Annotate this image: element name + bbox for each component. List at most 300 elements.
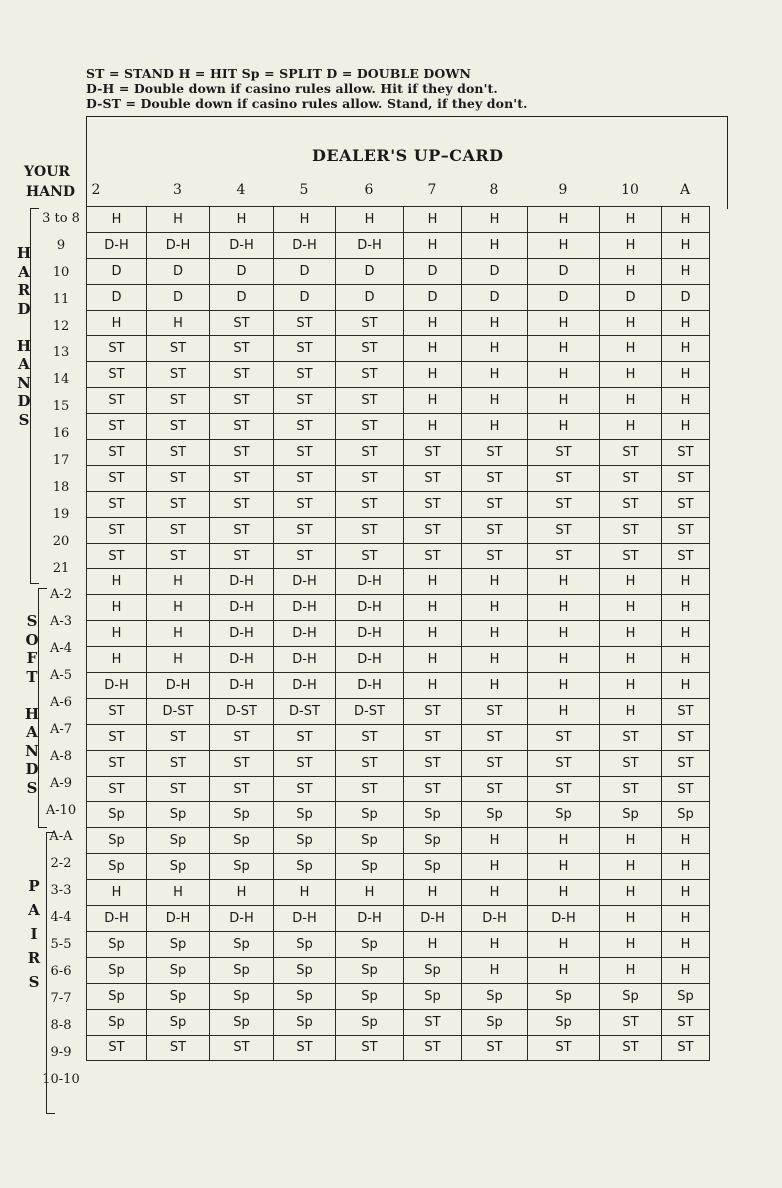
hard-hand-label: 15: [52, 399, 70, 415]
action-cell: Sp: [87, 828, 147, 854]
pairs-bracket: [46, 832, 55, 1114]
action-cell: ST: [462, 724, 528, 750]
action-cell: H: [600, 621, 662, 647]
hard-row: [87, 336, 710, 362]
action-cell: ST: [210, 491, 274, 517]
pair-hand-label: A-A: [49, 829, 73, 845]
action-cell: H: [662, 362, 710, 388]
section-letter: [24, 686, 40, 705]
action-cell: H: [662, 621, 710, 647]
action-cell: Sp: [600, 802, 662, 828]
action-cell: H: [147, 207, 210, 233]
action-cell: D-H: [336, 647, 404, 673]
action-cell: H: [662, 880, 710, 906]
action-cell: ST: [274, 465, 336, 491]
action-cell: ST: [404, 465, 462, 491]
action-cell: D-H: [274, 906, 336, 932]
pair-hand-label: 7-7: [50, 990, 72, 1006]
hard-hand-label: 21: [52, 560, 70, 576]
action-cell: Sp: [210, 931, 274, 957]
pair-row: [87, 957, 710, 983]
action-cell: D: [87, 258, 147, 284]
action-cell: H: [600, 647, 662, 673]
action-cell: H: [600, 388, 662, 414]
action-cell: H: [147, 621, 210, 647]
action-cell: H: [462, 828, 528, 854]
pair-row: [87, 802, 710, 828]
action-cell: H: [662, 647, 710, 673]
action-cell: ST: [662, 543, 710, 569]
action-cell: ST: [600, 465, 662, 491]
hard-row: [87, 491, 710, 517]
action-cell: H: [462, 621, 528, 647]
section-letter: S: [26, 612, 38, 630]
action-cell: H: [528, 698, 600, 724]
action-cell: D: [600, 284, 662, 310]
action-cell: H: [528, 388, 600, 414]
action-cell: H: [600, 232, 662, 258]
dealer-card-header: A: [679, 182, 691, 198]
section-letter: D: [17, 392, 31, 410]
section-letter: R: [17, 281, 31, 299]
action-cell: D-H: [462, 906, 528, 932]
action-cell: H: [600, 310, 662, 336]
action-cell: H: [87, 207, 147, 233]
action-cell: ST: [87, 750, 147, 776]
action-cell: H: [462, 336, 528, 362]
dealer-card-header: 4: [236, 182, 246, 198]
action-cell: ST: [87, 440, 147, 466]
action-cell: D-H: [87, 673, 147, 699]
action-cell: H: [600, 906, 662, 932]
action-cell: ST: [210, 517, 274, 543]
action-cell: ST: [87, 388, 147, 414]
action-cell: H: [404, 414, 462, 440]
action-cell: Sp: [528, 983, 600, 1009]
action-cell: D: [336, 258, 404, 284]
section-letter: I: [30, 925, 38, 943]
action-cell: H: [404, 207, 462, 233]
action-cell: ST: [274, 491, 336, 517]
strategy-table: [86, 206, 710, 1061]
pair-hand-label: 6-6: [50, 963, 72, 979]
action-cell: ST: [462, 776, 528, 802]
action-cell: ST: [528, 1035, 600, 1061]
action-cell: H: [662, 336, 710, 362]
action-cell: ST: [336, 543, 404, 569]
action-cell: Sp: [404, 957, 462, 983]
action-cell: D-H: [274, 569, 336, 595]
hard-row: [87, 414, 710, 440]
action-cell: H: [147, 647, 210, 673]
action-cell: Sp: [147, 802, 210, 828]
action-cell: H: [462, 957, 528, 983]
action-cell: ST: [210, 1035, 274, 1061]
action-cell: ST: [147, 776, 210, 802]
action-cell: ST: [600, 440, 662, 466]
action-cell: Sp: [87, 983, 147, 1009]
action-cell: D-H: [147, 673, 210, 699]
dealer-card-header: 5: [299, 182, 309, 198]
action-cell: ST: [662, 1035, 710, 1061]
action-cell: H: [528, 362, 600, 388]
action-cell: H: [528, 957, 600, 983]
pair-hand-label: 3-3: [50, 883, 72, 899]
action-cell: ST: [210, 776, 274, 802]
action-cell: ST: [404, 517, 462, 543]
action-cell: ST: [210, 543, 274, 569]
action-cell: ST: [662, 491, 710, 517]
action-cell: Sp: [336, 854, 404, 880]
action-cell: H: [662, 414, 710, 440]
action-cell: H: [404, 388, 462, 414]
action-cell: ST: [210, 414, 274, 440]
action-cell: H: [528, 647, 600, 673]
action-cell: D-H: [210, 647, 274, 673]
action-cell: H: [662, 673, 710, 699]
action-cell: ST: [662, 724, 710, 750]
hard-hand-label: 17: [52, 453, 70, 469]
action-cell: ST: [462, 465, 528, 491]
action-cell: D-H: [210, 673, 274, 699]
legend-line-3: D-ST = Double down if casino rules allow. Stand, if they don't.: [86, 96, 528, 111]
action-cell: H: [528, 854, 600, 880]
soft-row: [87, 569, 710, 595]
action-cell: ST: [274, 750, 336, 776]
action-cell: ST: [404, 491, 462, 517]
action-cell: ST: [210, 465, 274, 491]
action-cell: Sp: [274, 1009, 336, 1035]
action-cell: Sp: [274, 983, 336, 1009]
action-cell: Sp: [462, 802, 528, 828]
action-cell: ST: [87, 362, 147, 388]
section-letter: F: [26, 649, 38, 667]
action-cell: Sp: [87, 957, 147, 983]
action-cell: H: [404, 880, 462, 906]
action-cell: H: [462, 232, 528, 258]
action-cell: ST: [528, 776, 600, 802]
action-cell: Sp: [274, 828, 336, 854]
action-cell: Sp: [274, 854, 336, 880]
action-cell: ST: [528, 724, 600, 750]
action-cell: H: [462, 414, 528, 440]
action-cell: H: [528, 232, 600, 258]
action-cell: H: [274, 880, 336, 906]
action-cell: Sp: [336, 828, 404, 854]
action-cell: ST: [336, 414, 404, 440]
section-letter: A: [18, 355, 30, 373]
action-cell: ST: [600, 1009, 662, 1035]
soft-row: [87, 647, 710, 673]
legend-line-2: D-H = Double down if casino rules allow. Hit if they don't.: [86, 81, 498, 96]
action-cell: ST: [336, 724, 404, 750]
action-cell: ST: [274, 776, 336, 802]
soft-hand-label: A-8: [49, 748, 73, 764]
pair-row: [87, 1035, 710, 1061]
action-cell: Sp: [147, 957, 210, 983]
action-cell: ST: [404, 750, 462, 776]
soft-hand-label: A-9: [49, 775, 73, 791]
action-cell: H: [462, 854, 528, 880]
action-cell: ST: [147, 750, 210, 776]
pair-row: [87, 854, 710, 880]
action-cell: H: [87, 595, 147, 621]
action-cell: Sp: [662, 983, 710, 1009]
action-cell: Sp: [210, 828, 274, 854]
section-letter: N: [25, 741, 39, 760]
action-cell: ST: [274, 1035, 336, 1061]
action-cell: H: [528, 569, 600, 595]
action-cell: D: [404, 284, 462, 310]
section-letter: P: [28, 877, 40, 895]
pair-hand-label: 2-2: [50, 856, 72, 872]
action-cell: ST: [336, 362, 404, 388]
action-cell: ST: [147, 724, 210, 750]
action-cell: ST: [600, 776, 662, 802]
action-cell: H: [662, 957, 710, 983]
action-cell: ST: [336, 750, 404, 776]
hard-hand-label: 10: [52, 264, 70, 280]
action-cell: ST: [600, 543, 662, 569]
action-cell: H: [404, 336, 462, 362]
section-letter: H: [24, 704, 40, 723]
hard-row: [87, 543, 710, 569]
pair-hand-label: 8-8: [50, 1017, 72, 1033]
action-cell: H: [147, 569, 210, 595]
action-cell: H: [462, 310, 528, 336]
soft-hand-label: A-10: [45, 802, 77, 818]
section-letter: N: [17, 373, 31, 392]
action-cell: ST: [87, 336, 147, 362]
hard-row: [87, 232, 710, 258]
hard-hand-label: 16: [52, 426, 70, 442]
action-cell: ST: [528, 543, 600, 569]
action-cell: D-H: [274, 232, 336, 258]
action-cell: H: [662, 388, 710, 414]
hard-hand-label: 13: [52, 345, 70, 361]
action-cell: Sp: [600, 983, 662, 1009]
dealer-card-header: 8: [489, 182, 499, 198]
section-letter: A: [28, 901, 40, 919]
action-cell: ST: [336, 388, 404, 414]
hard-row: [87, 258, 710, 284]
action-cell: ST: [528, 517, 600, 543]
action-cell: D: [336, 284, 404, 310]
dealer-card-header: 10: [621, 182, 639, 198]
section-letter: D: [25, 760, 39, 778]
action-cell: ST: [662, 776, 710, 802]
section-letter: A: [18, 262, 30, 281]
action-cell: H: [462, 673, 528, 699]
action-cell: H: [528, 414, 600, 440]
action-cell: ST: [147, 440, 210, 466]
action-cell: Sp: [404, 802, 462, 828]
action-cell: ST: [274, 440, 336, 466]
action-cell: Sp: [147, 828, 210, 854]
section-letter: A: [26, 723, 38, 741]
section-letter: S: [26, 778, 38, 797]
action-cell: H: [462, 569, 528, 595]
action-cell: H: [462, 388, 528, 414]
soft-hand-label: A-4: [49, 641, 73, 657]
soft-row: [87, 776, 710, 802]
soft-row: [87, 673, 710, 699]
action-cell: H: [528, 673, 600, 699]
action-cell: ST: [336, 776, 404, 802]
action-cell: H: [462, 595, 528, 621]
action-cell: ST: [87, 517, 147, 543]
dealer-card-headers: [86, 182, 746, 206]
action-cell: H: [600, 595, 662, 621]
action-cell: H: [462, 647, 528, 673]
action-cell: H: [662, 207, 710, 233]
pair-row: [87, 931, 710, 957]
action-cell: ST: [336, 491, 404, 517]
action-cell: H: [662, 854, 710, 880]
action-cell: D-H: [274, 595, 336, 621]
action-cell: Sp: [336, 1009, 404, 1035]
action-cell: Sp: [336, 983, 404, 1009]
action-cell: ST: [404, 440, 462, 466]
pair-row: [87, 983, 710, 1009]
action-cell: H: [336, 207, 404, 233]
action-cell: ST: [210, 336, 274, 362]
action-cell: ST: [404, 543, 462, 569]
action-cell: H: [662, 569, 710, 595]
pair-row: [87, 906, 710, 932]
action-cell: ST: [462, 750, 528, 776]
pair-hand-label: 5-5: [50, 937, 72, 953]
action-cell: H: [274, 207, 336, 233]
action-cell: H: [528, 880, 600, 906]
action-cell: ST: [662, 698, 710, 724]
action-cell: D-H: [336, 673, 404, 699]
action-cell: ST: [210, 440, 274, 466]
action-cell: D: [404, 258, 462, 284]
pair-hand-label: 10-10: [42, 1071, 80, 1087]
action-cell: ST: [462, 698, 528, 724]
soft-hand-label: A-2: [49, 587, 73, 603]
soft-row: [87, 698, 710, 724]
action-cell: Sp: [210, 957, 274, 983]
action-cell: ST: [336, 310, 404, 336]
hard-row: [87, 207, 710, 233]
action-cell: ST: [600, 517, 662, 543]
section-letter: H: [16, 244, 32, 262]
action-cell: Sp: [528, 802, 600, 828]
action-cell: H: [147, 310, 210, 336]
dealer-card-header: 6: [364, 182, 374, 198]
action-cell: H: [600, 569, 662, 595]
soft-hand-label: A-5: [49, 668, 73, 684]
action-cell: ST: [662, 1009, 710, 1035]
action-cell: Sp: [210, 1009, 274, 1035]
action-cell: H: [600, 931, 662, 957]
action-cell: D-H: [336, 232, 404, 258]
pair-row: [87, 1009, 710, 1035]
action-cell: ST: [274, 362, 336, 388]
action-cell: ST: [336, 1035, 404, 1061]
your-hand-line-1: YOUR: [24, 164, 71, 180]
your-hand-line-2: HAND: [26, 184, 76, 200]
dealer-card-header: 7: [427, 182, 437, 198]
action-cell: ST: [210, 750, 274, 776]
soft-hand-label: A-6: [49, 695, 73, 711]
action-cell: ST: [147, 1035, 210, 1061]
hard-row: [87, 310, 710, 336]
action-cell: H: [87, 621, 147, 647]
hard-row: [87, 440, 710, 466]
action-cell: D-H: [274, 673, 336, 699]
hard-hand-label: 12: [52, 318, 70, 334]
action-cell: Sp: [528, 1009, 600, 1035]
section-letter: S: [28, 973, 40, 991]
hard-hand-label: 18: [52, 479, 70, 495]
action-cell: ST: [147, 414, 210, 440]
action-cell: Sp: [462, 983, 528, 1009]
action-cell: Sp: [336, 802, 404, 828]
action-cell: D-ST: [336, 698, 404, 724]
action-cell: ST: [528, 491, 600, 517]
action-cell: H: [87, 569, 147, 595]
action-cell: Sp: [662, 802, 710, 828]
action-cell: ST: [87, 465, 147, 491]
hard-row: [87, 465, 710, 491]
action-cell: ST: [462, 517, 528, 543]
action-cell: Sp: [210, 854, 274, 880]
action-cell: ST: [528, 440, 600, 466]
action-cell: H: [462, 880, 528, 906]
soft-hand-label: A-3: [49, 614, 73, 630]
action-cell: Sp: [147, 983, 210, 1009]
action-cell: ST: [600, 724, 662, 750]
action-cell: D: [210, 284, 274, 310]
action-cell: H: [662, 931, 710, 957]
action-cell: D-H: [147, 906, 210, 932]
action-cell: ST: [528, 750, 600, 776]
action-cell: ST: [147, 362, 210, 388]
action-cell: ST: [404, 1009, 462, 1035]
action-cell: ST: [462, 491, 528, 517]
action-cell: H: [404, 931, 462, 957]
action-cell: D: [462, 284, 528, 310]
action-cell: ST: [336, 517, 404, 543]
action-cell: ST: [87, 491, 147, 517]
action-cell: ST: [87, 724, 147, 750]
action-cell: H: [404, 673, 462, 699]
pair-row: [87, 880, 710, 906]
action-cell: ST: [147, 543, 210, 569]
action-cell: H: [600, 673, 662, 699]
action-cell: ST: [462, 1035, 528, 1061]
action-cell: D-H: [336, 569, 404, 595]
action-cell: Sp: [404, 828, 462, 854]
soft-hands-label: [24, 612, 40, 797]
action-cell: D-H: [87, 232, 147, 258]
pairs-label: [26, 874, 42, 994]
action-cell: H: [600, 414, 662, 440]
hard-row: [87, 388, 710, 414]
action-cell: D-H: [336, 906, 404, 932]
action-cell: ST: [274, 336, 336, 362]
dealer-card-header: 3: [173, 182, 182, 198]
action-cell: H: [87, 647, 147, 673]
action-cell: ST: [210, 724, 274, 750]
action-cell: H: [600, 207, 662, 233]
hard-hands-label: [16, 244, 32, 429]
action-cell: ST: [336, 465, 404, 491]
action-cell: ST: [336, 336, 404, 362]
